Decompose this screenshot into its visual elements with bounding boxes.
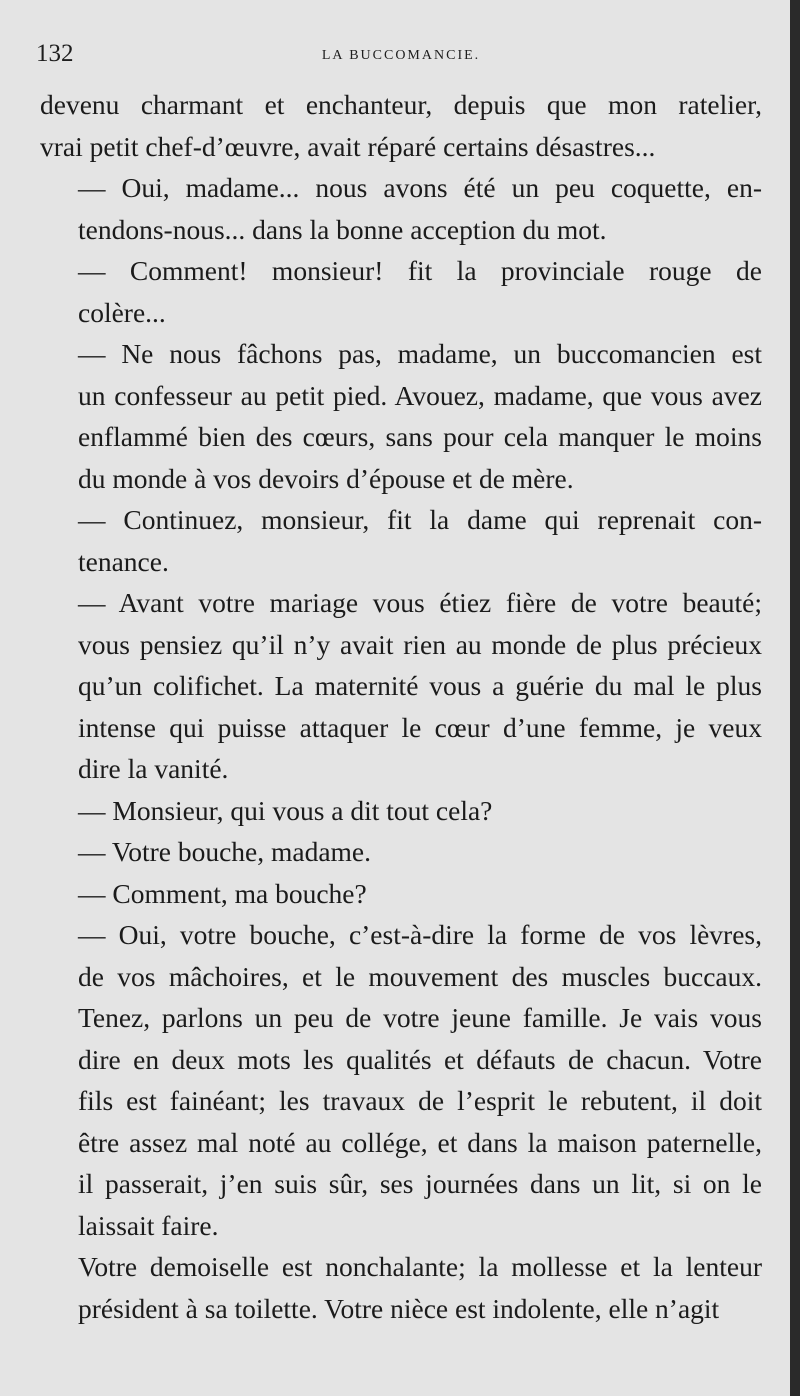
text-line: être assez mal noté au collége, et dans la maison paternelle, [78, 1126, 762, 1158]
paragraph [40, 1246, 762, 1329]
text-line: un confesseur au petit pied. Avouez, madame, que vous avez [78, 379, 762, 411]
text-line: — Comment, ma bouche? [78, 877, 367, 909]
text-line: qu’un colifichet. La maternité vous a guérie du mal le plus [78, 670, 762, 701]
text-line: laissait faire. [78, 1209, 219, 1241]
text-line: devenu charmant et enchanteur, depuis que mon ratelier, [40, 89, 762, 120]
text-line: — Ne nous fâchons pas, madame, un buccomancien est [78, 338, 762, 369]
paragraph [40, 914, 762, 1246]
text-line: — Monsieur, qui vous a dit tout cela? [78, 794, 493, 826]
text-line: vous pensiez qu’il n’y avait rien au monde de plus précieux [78, 628, 762, 660]
text-line: dire en deux mots les qualités et défauts de chacun. Votre [78, 1043, 762, 1075]
paragraph [40, 333, 762, 499]
text-line: — Comment! monsieur! fit la provinciale rouge de [78, 255, 762, 286]
paragraph [40, 167, 762, 250]
text-line: vrai petit chef-d’œuvre, avait réparé certains désastres... [40, 130, 656, 162]
text-line: du monde à vos devoirs d’épouse et de mère. [78, 462, 574, 494]
text-line: — Votre bouche, madame. [78, 836, 372, 867]
text-line: il passerait, j’en suis sûr, ses journées dans un lit, si on le [78, 1168, 762, 1199]
text-line: Votre demoiselle est nonchalante; la mollesse et la lenteur [78, 1251, 762, 1282]
text-line: tendons-nous... dans la bonne acception du mot. [78, 213, 607, 245]
text-line: — Continuez, monsieur, fit la dame qui reprenait con- [78, 504, 762, 535]
paragraph [40, 250, 762, 333]
body-text [40, 84, 762, 1329]
paragraph [40, 582, 762, 790]
text-line: dire la vanité. [78, 753, 229, 784]
page-header [36, 40, 766, 80]
text-line: Tenez, parlons un peu de votre jeune famille. Je vais vous [78, 1002, 762, 1033]
text-line: — Oui, votre bouche, c’est-à-dire la forme de vos lèvres, [78, 919, 762, 950]
text-line: enflammé bien des cœurs, sans pour cela manquer le moins [78, 421, 762, 452]
text-line: de vos mâchoires, et le mouvement des muscles buccaux. [78, 960, 762, 992]
text-line: fils est fainéant; les travaux de l’esprit le rebutent, il doit [78, 1085, 762, 1116]
text-line: — Avant votre mariage vous étiez fière de votre beauté; [78, 587, 762, 618]
text-line: — Oui, madame... nous avons été un peu coquette, en- [78, 172, 762, 203]
text-line: intense qui puisse attaquer le cœur d’une femme, je veux [78, 711, 762, 743]
paragraph [40, 499, 762, 582]
paragraph [40, 831, 762, 873]
text-line: colère... [78, 296, 166, 328]
paragraph [40, 790, 762, 832]
text-line: tenance. [78, 545, 169, 577]
page-number: 132 [36, 40, 74, 67]
paragraph [40, 84, 762, 167]
running-title: LA BUCCOMANCIE. [321, 48, 481, 63]
paragraph [40, 873, 762, 915]
text-line: président à sa toilette. Votre nièce est indolente, elle n’agit [78, 1292, 720, 1324]
